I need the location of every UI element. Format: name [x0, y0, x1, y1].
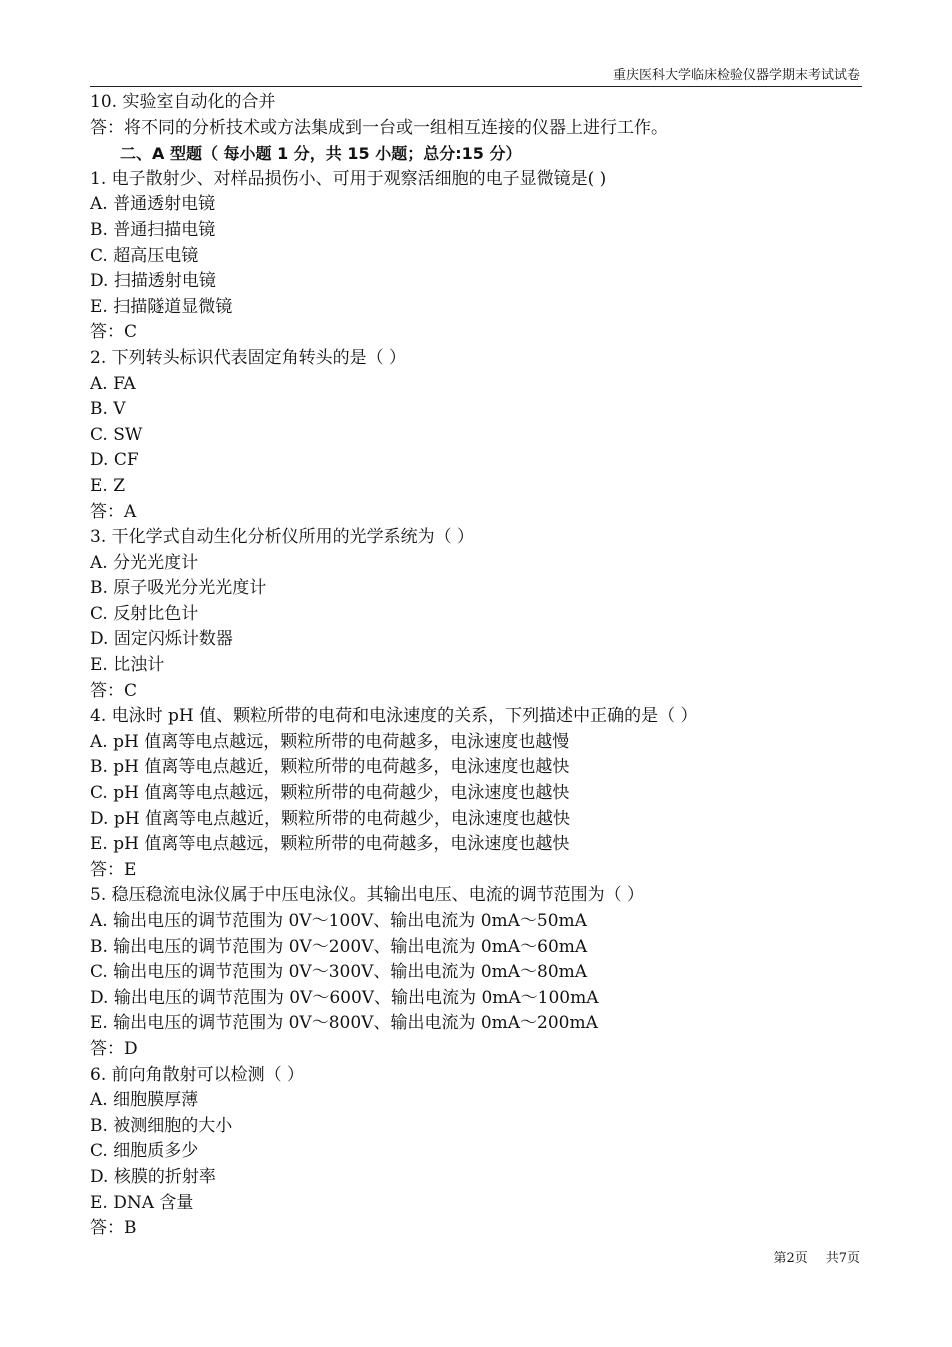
text-line: 10. 实验室自动化的合并: [90, 92, 276, 112]
text-line: 答：A: [90, 501, 137, 522]
text-line: C. 反射比色计: [90, 603, 199, 624]
text-line: B. V: [90, 399, 126, 420]
text-line: B. 被测细胞的大小: [90, 1115, 233, 1136]
text-line: 答：将不同的分析技术或方法集成到一台或一组相互连接的仪器上进行工作。: [90, 117, 668, 138]
text-line: C. 输出电压的调节范围为 0V～300V、输出电流为 0mA～80mA: [90, 962, 588, 983]
text-line: 答：B: [90, 1218, 137, 1239]
text-line: E. Z: [90, 475, 126, 496]
document-body: [90, 90, 862, 1242]
text-line: E. 比浊计: [90, 655, 165, 676]
text-line: D. 输出电压的调节范围为 0V～600V、输出电流为 0mA～100mA: [90, 987, 599, 1008]
page-header: [90, 66, 862, 87]
text-line: D. 核膜的折射率: [90, 1166, 216, 1187]
page-total: 共7页: [825, 1251, 860, 1266]
text-line: 2. 下列转头标识代表固定角转头的是（ ）: [90, 347, 407, 368]
page-footer: [773, 1251, 860, 1267]
text-line: 答：D: [90, 1038, 138, 1059]
text-line: A. 细胞膜厚薄: [90, 1090, 199, 1111]
text-line: 6. 前向角散射可以检测（ ）: [90, 1064, 305, 1085]
text-line: 3. 干化学式自动生化分析仪所用的光学系统为（ ）: [90, 527, 475, 548]
text-line: B. 原子吸光分光光度计: [90, 578, 267, 599]
text-line: E. DNA 含量: [90, 1192, 194, 1213]
text-line: D. 扫描透射电镜: [90, 271, 216, 292]
text-line: E. 输出电压的调节范围为 0V～800V、输出电流为 0mA～200mA: [90, 1013, 598, 1034]
text-line: C. 细胞质多少: [90, 1141, 199, 1162]
text-line: E. 扫描隧道显微镜: [90, 296, 233, 317]
text-line: B. 普通扫描电镜: [90, 219, 216, 240]
text-line: 4. 电泳时 pH 值、颗粒所带的电荷和电泳速度的关系，下列描述中正确的是（ ）: [90, 706, 698, 727]
header-title: 重庆医科大学临床检验仪器学期末考试试卷: [612, 68, 860, 83]
text-line: B. pH 值离等电点越近，颗粒所带的电荷越多，电泳速度也越快: [90, 757, 570, 778]
text-line: C. pH 值离等电点越远，颗粒所带的电荷越少，电泳速度也越快: [90, 783, 570, 804]
section-heading: 二、A 型题（ 每小题 1 分，共 15 小题；总分:15 分）: [120, 144, 522, 164]
text-line: 答：C: [90, 680, 138, 701]
text-line: 答：E: [90, 859, 137, 880]
text-line: B. 输出电压的调节范围为 0V～200V、输出电流为 0mA～60mA: [90, 936, 588, 957]
text-line: C. SW: [90, 424, 143, 445]
text-line: A. 普通透射电镜: [90, 194, 216, 215]
page-number: 第2页: [773, 1251, 808, 1266]
text-line: 1. 电子散射少、对样品损伤小、可用于观察活细胞的电子显微镜是( ): [90, 168, 607, 189]
text-line: D. 固定闪烁计数器: [90, 629, 233, 650]
text-line: 答：C: [90, 322, 138, 343]
text-line: A. FA: [90, 373, 136, 394]
text-line: E. pH 值离等电点越远，颗粒所带的电荷越多，电泳速度也越快: [90, 834, 570, 855]
text-line: A. pH 值离等电点越远，颗粒所带的电荷越多，电泳速度也越慢: [90, 731, 570, 752]
text-line: D. CF: [90, 450, 139, 471]
text-line: D. pH 值离等电点越近，颗粒所带的电荷越少，电泳速度也越快: [90, 808, 570, 829]
text-line: A. 输出电压的调节范围为 0V～100V、输出电流为 0mA～50mA: [90, 911, 587, 931]
text-line: 5. 稳压稳流电泳仪属于中压电泳仪。其输出电压、电流的调节范围为（ ）: [90, 885, 645, 906]
text-line: C. 超高压电镜: [90, 245, 199, 266]
text-line: A. 分光光度计: [90, 552, 199, 573]
